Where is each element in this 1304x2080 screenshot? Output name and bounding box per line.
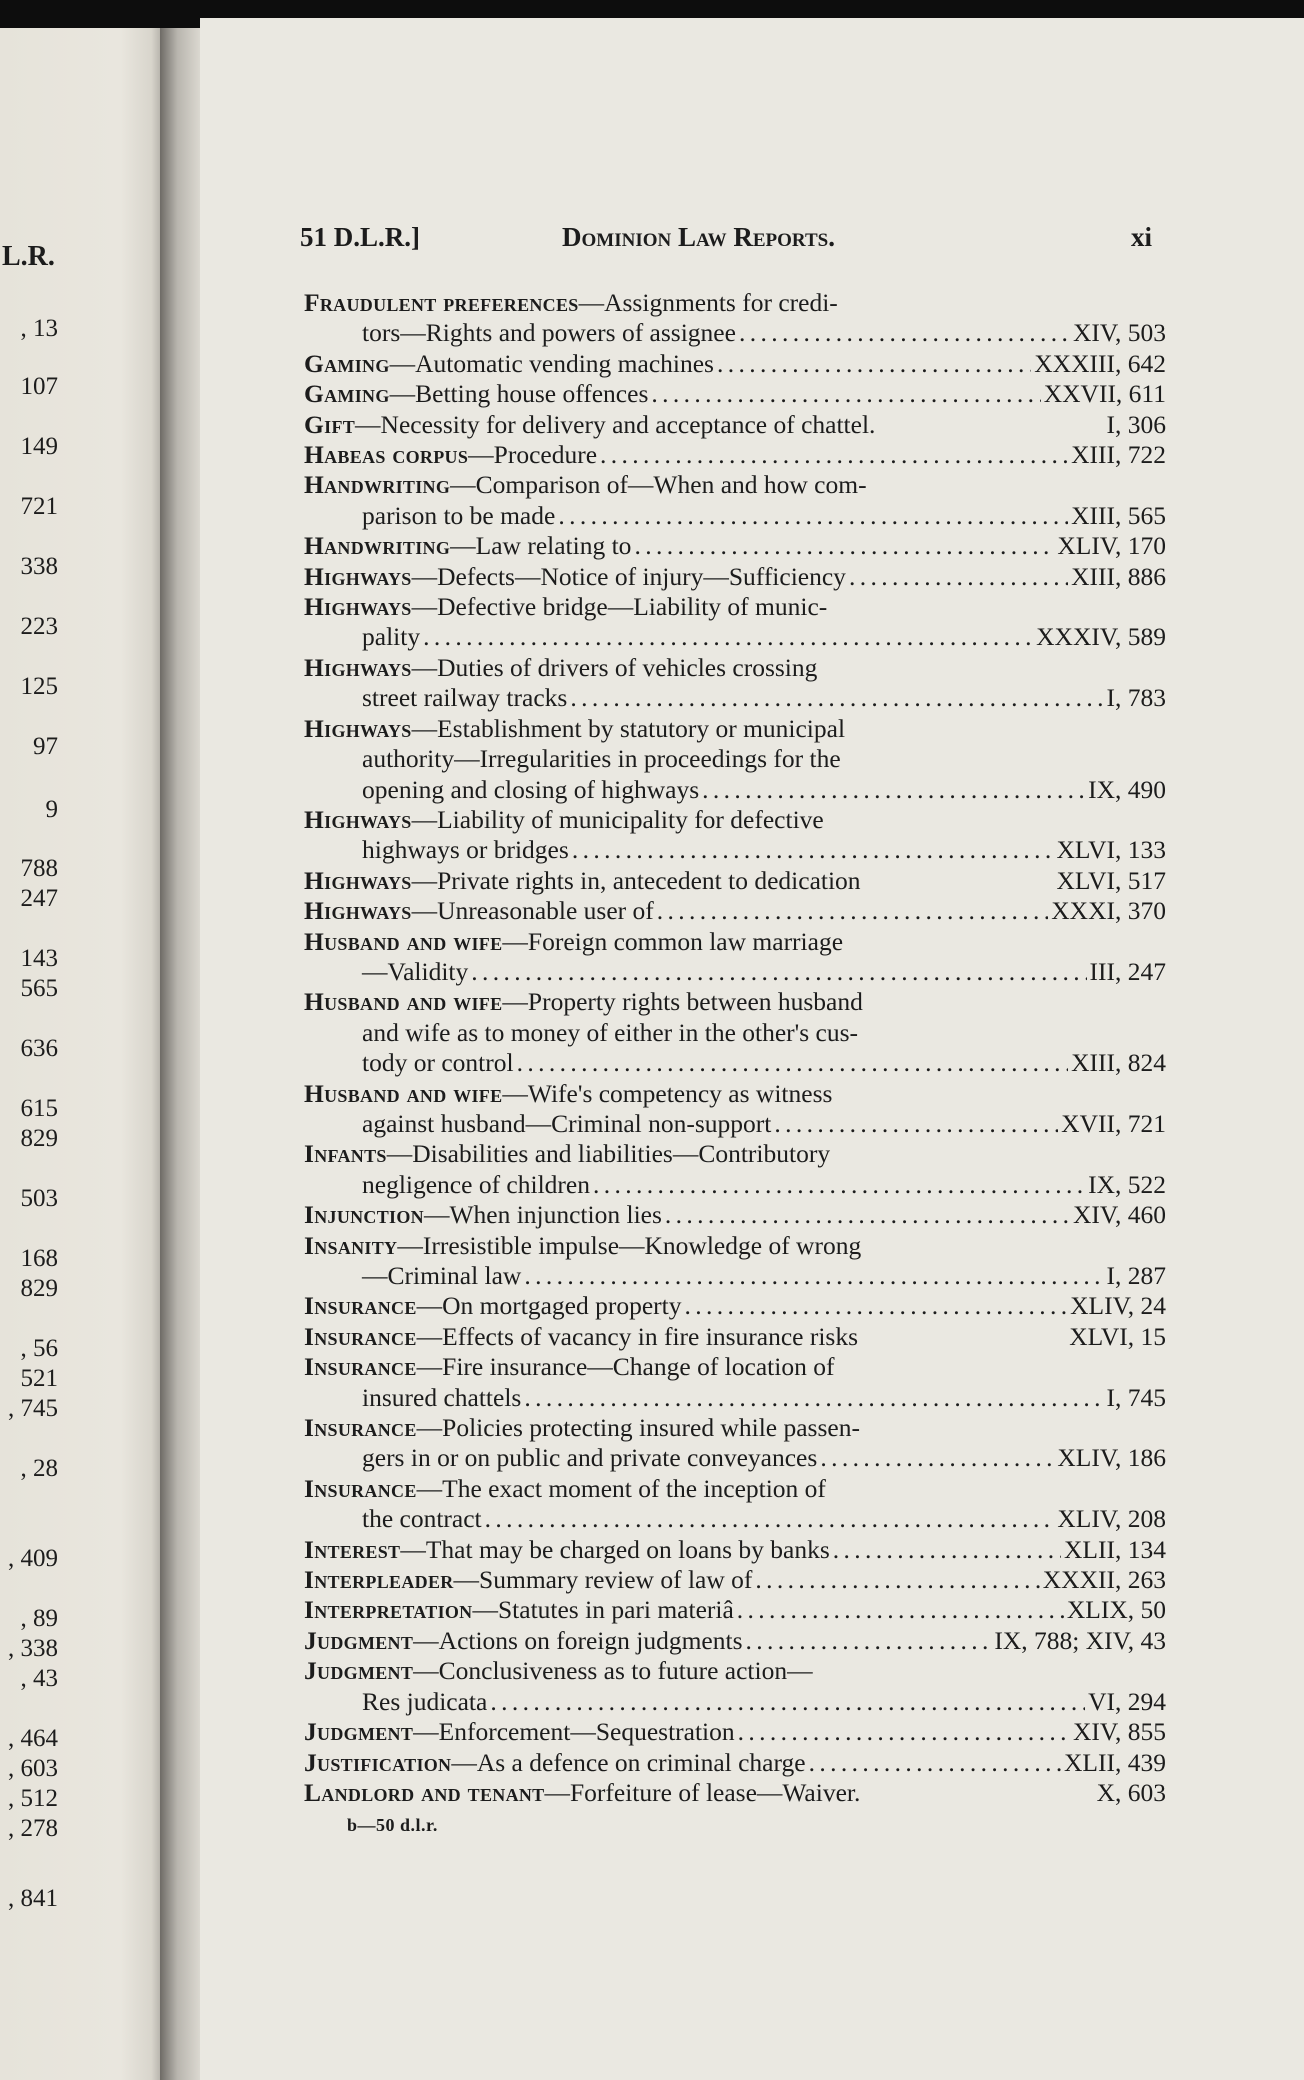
entry-text: —Defective bridge—Liability of munic-	[411, 592, 828, 622]
volume-page-reference: IX, 522	[1088, 1169, 1166, 1199]
index-entry	[304, 410, 1166, 440]
left-margin-page-number: , 745	[8, 1395, 58, 1422]
index-entries	[304, 288, 1166, 1808]
entry-heading: Gaming	[304, 379, 390, 409]
entry-heading: Husband and wife	[304, 987, 503, 1017]
entry-heading: Interpretation	[304, 1595, 473, 1625]
entry-heading: Highways	[304, 865, 412, 895]
dot-leader	[524, 1383, 1103, 1413]
entry-heading: Justification	[304, 1747, 452, 1777]
entry-first-line	[304, 1656, 1166, 1686]
volume-page-reference: X, 603	[1096, 1777, 1166, 1807]
entry-text: pality	[362, 622, 421, 652]
dot-leader	[485, 1504, 1055, 1534]
entry-text: gers in or on public and private conveyances	[362, 1443, 818, 1473]
index-entry	[304, 1748, 1166, 1778]
entry-text: —Policies protecting insured while passen-	[416, 1413, 860, 1443]
entry-text: —Disabilities and liabilities—Contributory	[386, 1139, 831, 1169]
volume-page-reference: I, 287	[1106, 1261, 1166, 1290]
volume-page-reference: XLIV, 208	[1057, 1504, 1166, 1534]
entry-heading: Insurance	[304, 1352, 417, 1382]
entry-text: —As a defence on criminal charge	[451, 1747, 806, 1777]
left-margin-page-number: , 464	[8, 1725, 58, 1752]
entry-heading: Highways	[304, 804, 412, 834]
entry-text: —Summary review of law of	[453, 1565, 753, 1595]
entry-first-line	[304, 1079, 1166, 1109]
entry-text: —Defects—Notice of injury—Sufficiency	[411, 561, 846, 591]
volume-page-reference: XXXI, 370	[1051, 896, 1166, 926]
entry-heading: Insanity	[304, 1230, 398, 1260]
dot-leader	[746, 1626, 992, 1656]
left-margin-page-number: 521	[20, 1365, 58, 1392]
entry-continuation-line	[304, 835, 1166, 865]
entry-text: —Property rights between husband	[502, 987, 863, 1017]
entry-text: and wife as to money of either in the other's cus-	[362, 1017, 859, 1047]
volume-page-reference: XIV, 855	[1072, 1717, 1166, 1747]
entry-text: —Foreign common law marriage	[502, 926, 844, 956]
entry-heading: Insurance	[304, 1291, 417, 1321]
dot-leader	[820, 1443, 1054, 1473]
entry-first-line	[304, 1322, 1166, 1352]
entry-heading: Judgment	[304, 1625, 414, 1655]
left-margin-page-number: , 338	[8, 1635, 58, 1662]
dot-leader	[524, 1261, 1103, 1291]
dot-leader	[737, 1595, 1064, 1625]
entry-first-line	[304, 379, 1166, 409]
index-entry	[304, 1474, 1166, 1535]
entry-continuation-line	[304, 957, 1166, 987]
entry-continuation-line	[304, 1048, 1166, 1078]
entry-first-line	[304, 896, 1166, 926]
entry-text: —Private rights in, antecedent to dedication	[411, 865, 861, 895]
volume-page-reference: XIII, 722	[1071, 440, 1166, 470]
entry-text: highways or bridges	[362, 835, 569, 865]
entry-heading: Gaming	[304, 348, 390, 378]
left-margin-page-number: , 89	[20, 1605, 58, 1632]
index-entry	[304, 440, 1166, 470]
entry-text: —Statutes in pari materiâ	[472, 1595, 734, 1625]
volume-page-reference: I, 745	[1106, 1382, 1166, 1412]
entry-text: —Liability of municipality for defective	[411, 804, 824, 834]
entry-first-line	[304, 714, 1166, 744]
volume-page-reference: XXXIII, 642	[1034, 348, 1166, 378]
entry-text: parison to be made	[362, 500, 556, 530]
entry-text: —Necessity for delivery and acceptance of chattel.	[355, 409, 876, 439]
dot-leader	[685, 1291, 1068, 1321]
index-entry	[304, 1079, 1166, 1140]
entry-text: —Law relating to	[450, 531, 632, 561]
entry-text: —Effects of vacancy in fire insurance risks	[416, 1321, 858, 1351]
index-entry	[304, 1322, 1166, 1352]
entry-text: —Establishment by statutory or municipal	[411, 713, 846, 743]
publication-title: Dominion Law Reports.	[562, 222, 835, 252]
volume-page-reference: XLIX, 50	[1066, 1595, 1166, 1625]
entry-text: negligence of children	[362, 1169, 590, 1199]
entry-first-line	[304, 440, 1166, 470]
entry-continuation-line	[304, 775, 1166, 805]
dot-leader	[600, 440, 1068, 470]
dot-leader	[809, 1748, 1061, 1778]
entry-text: —Comparison of—When and how com-	[450, 470, 867, 500]
entry-text: against husband—Criminal non-support	[362, 1108, 772, 1138]
index-entry	[304, 1200, 1166, 1230]
dot-leader	[651, 379, 1040, 409]
left-page-title: L.R.	[2, 241, 55, 272]
entry-text: Res judicata	[362, 1686, 488, 1716]
left-margin-page-number: 143	[20, 945, 58, 972]
index-entry	[304, 1139, 1166, 1200]
left-margin-page-number: , 43	[20, 1665, 58, 1692]
volume-page-reference: XIII, 886	[1071, 561, 1166, 591]
left-margin-page-number: 565	[20, 975, 58, 1002]
left-margin-page-number: 829	[20, 1275, 58, 1302]
entry-first-line	[304, 410, 1166, 440]
entry-heading: Judgment	[304, 1717, 414, 1747]
index-entry	[304, 927, 1166, 988]
entry-continuation-line	[304, 318, 1166, 348]
volume-page-reference: XLII, 134	[1064, 1534, 1166, 1564]
volume-page-reference: XLVI, 517	[1056, 865, 1166, 895]
entry-heading: Insurance	[304, 1413, 417, 1443]
volume-page-reference: XLIV, 186	[1057, 1443, 1166, 1473]
page-number: xi	[1130, 222, 1152, 252]
entry-first-line	[304, 1565, 1166, 1595]
volume-page-reference: XLII, 439	[1064, 1747, 1166, 1777]
volume-page-reference: VI, 294	[1088, 1686, 1166, 1716]
index-entry	[304, 288, 1166, 349]
left-page-margin	[0, 28, 172, 2080]
left-margin-page-number: , 841	[8, 1885, 58, 1912]
entry-text: —Automatic vending machines	[389, 348, 714, 378]
index-entry	[304, 1778, 1166, 1808]
running-head	[300, 222, 1152, 258]
volume-page-reference: XXXIV, 589	[1036, 622, 1166, 652]
volume-page-reference: XXVII, 611	[1043, 379, 1166, 409]
entry-text: street railway tracks	[362, 683, 568, 713]
entry-continuation-line	[304, 1109, 1166, 1139]
entry-heading: Highways	[304, 652, 412, 682]
entry-text: —Enforcement—Sequestration	[413, 1717, 735, 1747]
entry-text: —Irresistible impulse—Knowledge of wrong	[397, 1230, 862, 1260]
entry-heading: Highways	[304, 896, 412, 926]
dot-leader	[593, 1170, 1085, 1200]
entry-first-line	[304, 866, 1166, 896]
dot-leader	[774, 1109, 1058, 1139]
entry-text: —Fire insurance—Change of location of	[416, 1352, 835, 1382]
left-margin-page-number: 503	[20, 1185, 58, 1212]
index-entry	[304, 653, 1166, 714]
left-margin-page-number: 636	[20, 1035, 58, 1062]
volume-page-reference: I, 783	[1106, 683, 1166, 713]
entry-continuation-line	[304, 1443, 1166, 1473]
volume-reference: 51 D.L.R.]	[300, 222, 420, 252]
dot-leader	[634, 531, 1054, 561]
left-margin-page-number: 788	[20, 855, 58, 882]
entry-first-line	[304, 592, 1166, 622]
entry-continuation-line	[304, 683, 1166, 713]
entry-first-line	[304, 1535, 1166, 1565]
volume-page-reference: XIV, 460	[1072, 1200, 1166, 1230]
entry-heading: Insurance	[304, 1321, 417, 1351]
left-margin-page-number: , 409	[8, 1545, 58, 1572]
left-margin-page-number: 247	[20, 885, 58, 912]
left-margin-page-number: 125	[20, 673, 58, 700]
dot-leader	[572, 835, 1054, 865]
signature-mark: b—50 d.l.r.	[347, 1815, 438, 1835]
dot-leader	[558, 501, 1068, 531]
entry-heading: Handwriting	[304, 531, 451, 561]
volume-page-reference: XIII, 565	[1071, 500, 1166, 530]
entry-first-line	[304, 927, 1166, 957]
entry-heading: Infants	[304, 1139, 387, 1169]
entry-text: —Duties of drivers of vehicles crossing	[411, 652, 818, 682]
entry-first-line	[304, 653, 1166, 683]
entry-text: —Criminal law	[362, 1261, 522, 1290]
left-margin-page-number: 9	[45, 796, 58, 823]
entry-text: —Conclusiveness as to future action—	[413, 1656, 813, 1686]
entry-heading: Interpleader	[304, 1565, 454, 1595]
index-entry	[304, 1565, 1166, 1595]
entry-heading: Injunction	[304, 1200, 424, 1230]
left-margin-page-number: , 278	[8, 1815, 58, 1842]
left-margin-page-number: 829	[20, 1125, 58, 1152]
entry-heading: Judgment	[304, 1656, 414, 1686]
entry-heading: Gift	[304, 409, 356, 439]
entry-continuation-line	[304, 1018, 1166, 1048]
entry-text: —Wife's competency as witness	[502, 1078, 833, 1108]
entry-first-line	[304, 1291, 1166, 1321]
volume-page-reference: XIII, 824	[1071, 1048, 1166, 1078]
entry-first-line	[304, 1231, 1166, 1261]
dot-leader	[657, 896, 1048, 926]
index-entry	[304, 379, 1166, 409]
entry-text: —Betting house offences	[389, 379, 649, 409]
entry-text: opening and closing of highways	[362, 774, 700, 804]
dot-leader	[755, 1565, 1039, 1595]
volume-page-reference: XLVI, 15	[1069, 1321, 1166, 1351]
entry-continuation-line	[304, 744, 1166, 774]
volume-page-reference: XIV, 503	[1072, 318, 1166, 348]
volume-page-reference: IX, 788; XIV, 43	[994, 1625, 1166, 1655]
entry-text: the contract	[362, 1504, 482, 1534]
index-entry	[304, 349, 1166, 379]
volume-page-reference: XVII, 721	[1061, 1108, 1166, 1138]
left-margin-page-number: , 56	[20, 1335, 58, 1362]
index-entry	[304, 592, 1166, 653]
dot-leader	[702, 775, 1085, 805]
volume-page-reference: XXXII, 263	[1042, 1565, 1166, 1595]
index-entry	[304, 1231, 1166, 1292]
entry-continuation-line	[304, 1504, 1166, 1534]
volume-page-reference: IX, 490	[1088, 774, 1166, 804]
index-entry	[304, 1535, 1166, 1565]
left-margin-page-number: 223	[20, 613, 58, 640]
index-entry	[304, 866, 1166, 896]
entry-continuation-line	[304, 622, 1166, 652]
entry-text: —Actions on foreign judgments	[413, 1625, 743, 1655]
dot-leader	[517, 1048, 1069, 1078]
left-margin-page-number: 97	[33, 733, 58, 760]
entry-text: —Procedure	[468, 440, 598, 470]
entry-continuation-line	[304, 1687, 1166, 1717]
entry-first-line	[304, 562, 1166, 592]
entry-first-line	[304, 1778, 1166, 1808]
dot-leader	[423, 622, 1033, 652]
entry-continuation-line	[304, 1261, 1166, 1291]
entry-first-line	[304, 805, 1166, 835]
dot-leader	[665, 1200, 1070, 1230]
volume-page-reference: XLIV, 170	[1057, 531, 1166, 561]
entry-first-line	[304, 1413, 1166, 1443]
entry-text: —Forfeiture of lease—Waiver.	[544, 1777, 861, 1807]
entry-text: —That may be charged on loans by banks	[400, 1534, 830, 1564]
index-entry	[304, 805, 1166, 866]
left-margin-page-number: , 13	[20, 315, 58, 342]
index-entry	[304, 896, 1166, 926]
dot-leader	[490, 1687, 1085, 1717]
entry-heading: Handwriting	[304, 470, 451, 500]
entry-first-line	[304, 987, 1166, 1017]
dot-leader	[833, 1535, 1061, 1565]
entry-text: —Assignments for credi-	[578, 288, 838, 317]
left-margin-page-number: 107	[20, 373, 58, 400]
index-entry	[304, 1656, 1166, 1717]
entry-first-line	[304, 1139, 1166, 1169]
entry-heading: Husband and wife	[304, 926, 503, 956]
left-margin-page-number: 149	[20, 433, 58, 460]
dot-leader	[738, 1717, 1070, 1747]
index-entry	[304, 1352, 1166, 1413]
entry-first-line	[304, 1626, 1166, 1656]
volume-page-reference: XLIV, 24	[1070, 1291, 1166, 1321]
entry-first-line	[304, 1717, 1166, 1747]
entry-heading: Insurance	[304, 1473, 417, 1503]
entry-first-line	[304, 531, 1166, 561]
index-entry	[304, 714, 1166, 805]
index-entry	[304, 1717, 1166, 1747]
entry-continuation-line	[304, 501, 1166, 531]
entry-first-line	[304, 1200, 1166, 1230]
entry-continuation-line	[304, 1383, 1166, 1413]
entry-heading: Landlord and tenant	[304, 1777, 545, 1807]
entry-first-line	[304, 288, 1166, 318]
left-margin-page-number: 168	[20, 1245, 58, 1272]
entry-heading: Highways	[304, 713, 412, 743]
left-margin-page-number: 338	[20, 553, 58, 580]
entry-heading: Highways	[304, 592, 412, 622]
entry-heading: Highways	[304, 561, 412, 591]
entry-first-line	[304, 470, 1166, 500]
index-entry	[304, 470, 1166, 531]
entry-first-line	[304, 1352, 1166, 1382]
index-entry	[304, 531, 1166, 561]
volume-page-reference: XLVI, 133	[1056, 835, 1166, 865]
entry-heading: Husband and wife	[304, 1078, 503, 1108]
index-entry	[304, 1626, 1166, 1656]
left-margin-page-number: , 512	[8, 1785, 58, 1812]
left-margin-page-number: , 603	[8, 1755, 58, 1782]
entry-text: —On mortgaged property	[416, 1291, 682, 1321]
entry-text: insured chattels	[362, 1382, 522, 1412]
entry-text: —When injunction lies	[423, 1200, 662, 1230]
index-entry	[304, 562, 1166, 592]
entry-text: —Validity	[362, 956, 469, 986]
entry-first-line	[304, 1474, 1166, 1504]
dot-leader	[849, 562, 1068, 592]
entry-text: authority—Irregularities in proceedings for the	[362, 744, 841, 774]
dot-leader	[739, 318, 1070, 348]
entry-heading: Fraudulent preferences	[304, 288, 579, 317]
index-entry	[304, 1291, 1166, 1321]
entry-text: tody or control	[362, 1048, 514, 1078]
dot-leader	[570, 683, 1103, 713]
left-margin-page-number: 615	[20, 1095, 58, 1122]
entry-heading: Habeas corpus	[304, 440, 469, 470]
entry-first-line	[304, 1748, 1166, 1778]
left-margin-page-number: , 28	[20, 1455, 58, 1482]
volume-page-reference: III, 247	[1089, 956, 1166, 986]
dot-leader	[717, 349, 1031, 379]
entry-text: tors—Rights and powers of assignee	[362, 318, 736, 348]
dot-leader	[471, 957, 1086, 987]
entry-text: —The exact moment of the inception of	[416, 1473, 826, 1503]
entry-first-line	[304, 349, 1166, 379]
volume-page-reference: I, 306	[1106, 409, 1166, 439]
index-entry	[304, 987, 1166, 1078]
index-entry	[304, 1413, 1166, 1474]
entry-heading: Interest	[304, 1534, 401, 1564]
index-entry	[304, 1595, 1166, 1625]
entry-continuation-line	[304, 1170, 1166, 1200]
left-margin-page-number: 721	[20, 493, 58, 520]
entry-first-line	[304, 1595, 1166, 1625]
entry-text: —Unreasonable user of	[411, 896, 654, 926]
